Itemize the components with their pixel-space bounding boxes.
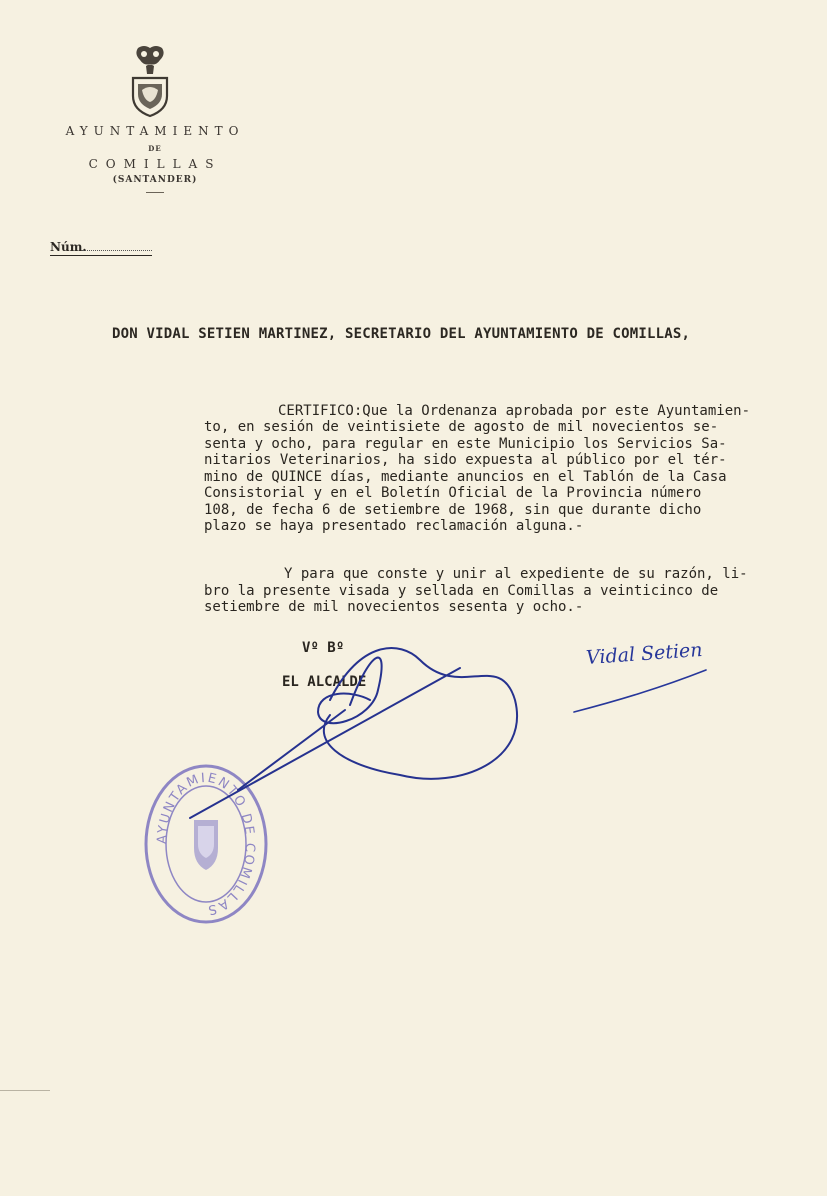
- number-underline: [50, 255, 152, 256]
- body-line: to, en sesión de veintisiete de agosto de mil novecientos se-: [204, 419, 719, 435]
- body-line: CERTIFICO:Que la Ordenanza aprobada por este Ayuntamien-: [278, 403, 751, 419]
- body-line: senta y ocho, para regular en este Municipio los Servicios Sa-: [204, 436, 727, 452]
- letterhead-line4: (SANTANDER): [112, 175, 198, 185]
- body-line: mino de QUINCE días, mediante anuncios en el Tablón de la Casa: [204, 469, 727, 485]
- number-dotted-line: [82, 250, 152, 251]
- coat-of-arms-icon: [128, 44, 172, 120]
- body-line: plazo se haya presentado reclamación alguna.-: [204, 518, 584, 534]
- letterhead-line2: DE: [148, 144, 162, 153]
- body-line: bro la presente visada y sellada en Comillas a veinticinco de: [204, 583, 719, 599]
- number-label: Núm.: [50, 240, 87, 254]
- body-line: nitarios Veterinarios, ha sido expuesta al público por el tér-: [204, 452, 727, 468]
- mayor-label: EL ALCALDE: [282, 674, 367, 690]
- municipal-stamp: [142, 762, 270, 926]
- body-line: Y para que conste y unir al expediente de su razón, li-: [284, 566, 748, 582]
- approval-label: Vº Bº: [302, 640, 345, 656]
- letterhead: [40, 124, 270, 193]
- secretary-signature: Vidal Setien: [585, 638, 704, 670]
- document-heading: DON VIDAL SETIEN MARTINEZ, SECRETARIO DEL AYUNTAMIENTO DE COMILLAS,: [112, 326, 691, 342]
- stamp-text: AYUNTAMIENTO DE COMILLAS: [154, 770, 258, 918]
- body-line: 108, de fecha 6 de setiembre de 1968, sin que durante dicho: [204, 502, 702, 518]
- body-line: Consistorial y en el Boletín Oficial de la Provincia número: [204, 485, 702, 501]
- body-line: setiembre de mil novecientos sesenta y ocho.-: [204, 599, 584, 615]
- letterhead-line3: COMILLAS: [88, 157, 222, 171]
- letterhead-line1: AYUNTAMIENTO: [65, 124, 245, 138]
- letterhead-rule: [146, 192, 164, 193]
- margin-mark: [0, 1090, 50, 1091]
